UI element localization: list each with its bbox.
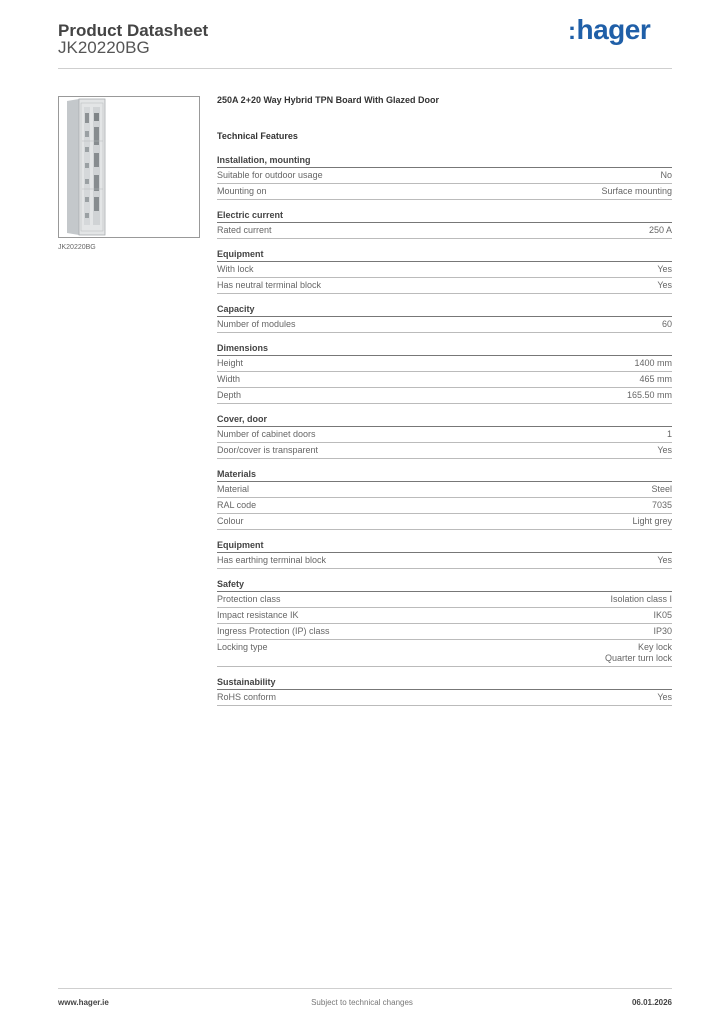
spec-row: [217, 388, 672, 404]
spec-section: [217, 304, 672, 333]
spec-label: Colour: [217, 516, 244, 526]
spec-row: [217, 184, 672, 200]
section-title: Safety: [217, 579, 672, 592]
hager-logo: :hager: [568, 14, 651, 45]
datasheet-content: [217, 95, 672, 716]
spec-label: Number of modules: [217, 319, 296, 329]
spec-value: [667, 429, 672, 440]
spec-value: [660, 170, 672, 181]
spec-value-line: Isolation class I: [610, 594, 672, 604]
spec-label: Height: [217, 358, 244, 368]
spec-value-line: Quarter turn lock: [604, 653, 672, 663]
spec-value: [657, 555, 672, 566]
spec-label: Protection class: [217, 594, 281, 604]
section-title: Materials: [217, 469, 672, 482]
spec-row: [217, 514, 672, 530]
spec-value: [657, 280, 672, 291]
spec-value-line: Yes: [657, 445, 672, 455]
spec-value-line: IK05: [653, 610, 672, 620]
spec-value-line: No: [660, 170, 672, 180]
spec-section: [217, 210, 672, 239]
section-title: Sustainability: [217, 677, 672, 690]
spec-value: [662, 319, 672, 330]
spec-value: [627, 390, 672, 401]
spec-section: [217, 469, 672, 530]
page-title: Product Datasheet: [58, 21, 209, 40]
spec-label: Door/cover is transparent: [217, 445, 319, 455]
spec-section: [217, 579, 672, 667]
spec-value-line: IP30: [653, 626, 672, 636]
spec-value-line: 60: [661, 319, 672, 329]
footer-date: 06.01.2026: [631, 998, 672, 1007]
spec-value-line: 465 mm: [639, 374, 672, 384]
spec-label: RAL code: [217, 500, 257, 510]
spec-section: [217, 414, 672, 459]
spec-label: Rated current: [217, 225, 272, 235]
spec-value-line: 7035: [651, 500, 672, 510]
spec-row: [217, 640, 672, 667]
product-title: 250A 2+20 Way Hybrid TPN Board With Glazed Door: [217, 95, 440, 105]
spec-value-line: Yes: [657, 555, 672, 565]
feature-sections: [217, 155, 672, 706]
spec-value-line: Surface mounting: [601, 186, 672, 196]
spec-value-line: 1: [666, 429, 672, 439]
spec-value-line: Key lock: [637, 642, 672, 652]
spec-row: [217, 427, 672, 443]
spec-value-line: Steel: [651, 484, 672, 494]
spec-value: [652, 500, 672, 511]
image-caption: JK20220BG: [58, 244, 96, 251]
spec-label: With lock: [217, 264, 254, 274]
spec-label: Impact resistance IK: [217, 610, 299, 620]
spec-value: [651, 484, 672, 495]
technical-features-heading: Technical Features: [217, 131, 298, 141]
spec-row: [217, 356, 672, 372]
spec-section: [217, 540, 672, 569]
spec-value: [649, 225, 672, 236]
spec-label: Has neutral terminal block: [217, 280, 322, 290]
spec-label: RoHS conform: [217, 692, 277, 702]
spec-value: [601, 186, 672, 197]
spec-row: [217, 372, 672, 388]
header-divider: [58, 68, 672, 69]
spec-section: [217, 343, 672, 404]
spec-value: [632, 516, 672, 527]
spec-section: [217, 677, 672, 706]
spec-row: [217, 223, 672, 239]
spec-value: [657, 445, 672, 456]
distribution-board-illustration: [59, 97, 199, 237]
spec-label: Depth: [217, 390, 242, 400]
spec-value-line: 165.50 mm: [626, 390, 672, 400]
product-image: [58, 96, 200, 238]
spec-label: Suitable for outdoor usage: [217, 170, 323, 180]
section-title: Equipment: [217, 540, 672, 553]
spec-value: [605, 642, 672, 664]
spec-value: [657, 264, 672, 275]
spec-row: [217, 443, 672, 459]
spec-section: [217, 155, 672, 200]
spec-label: Width: [217, 374, 241, 384]
spec-value-line: Light grey: [632, 516, 672, 526]
spec-row: [217, 278, 672, 294]
footer-website: www.hager.ie: [58, 998, 109, 1007]
spec-row: [217, 592, 672, 608]
spec-row: [217, 498, 672, 514]
section-title: Electric current: [217, 210, 672, 223]
footer-divider: [58, 988, 672, 989]
spec-label: Number of cabinet doors: [217, 429, 316, 439]
spec-value-line: Yes: [657, 692, 672, 702]
spec-value: [610, 594, 672, 605]
spec-row: [217, 608, 672, 624]
logo-text: hager: [576, 14, 651, 45]
spec-value: [653, 610, 672, 621]
spec-value: [657, 692, 672, 703]
spec-value-line: Yes: [657, 280, 672, 290]
footer-note: Subject to technical changes: [311, 998, 413, 1007]
spec-row: [217, 553, 672, 569]
spec-section: [217, 249, 672, 294]
spec-value-line: Yes: [657, 264, 672, 274]
spec-value: [634, 358, 672, 369]
section-title: Cover, door: [217, 414, 672, 427]
spec-value-line: 250 A: [648, 225, 672, 235]
section-title: Capacity: [217, 304, 672, 317]
section-title: Installation, mounting: [217, 155, 672, 168]
spec-label: Has earthing terminal block: [217, 555, 327, 565]
section-title: Equipment: [217, 249, 672, 262]
spec-label: Locking type: [217, 642, 268, 652]
spec-label: Mounting on: [217, 186, 267, 196]
spec-row: [217, 624, 672, 640]
section-title: Dimensions: [217, 343, 672, 356]
spec-row: [217, 317, 672, 333]
spec-row: [217, 690, 672, 706]
spec-row: [217, 262, 672, 278]
spec-value: [653, 626, 672, 637]
spec-row: [217, 482, 672, 498]
spec-label: Ingress Protection (IP) class: [217, 626, 330, 636]
spec-value: [639, 374, 672, 385]
spec-label: Material: [217, 484, 250, 494]
spec-value-line: 1400 mm: [634, 358, 672, 368]
product-code: JK20220BG: [58, 38, 150, 57]
spec-row: [217, 168, 672, 184]
